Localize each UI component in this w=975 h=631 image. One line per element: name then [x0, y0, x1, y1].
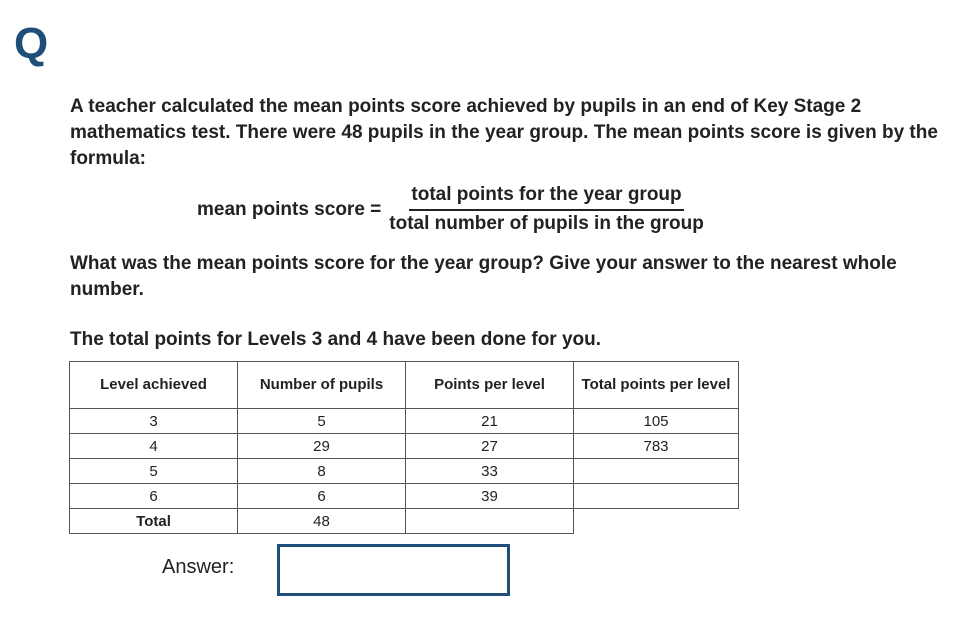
cell-pupils: 5 [238, 409, 406, 434]
header-total-points-per-level: Total points per level [574, 362, 739, 409]
cell-level: 5 [70, 459, 238, 484]
header-number-of-pupils: Number of pupils [238, 362, 406, 409]
cell-total: 105 [574, 409, 739, 434]
note-text: The total points for Levels 3 and 4 have been done for you. [70, 329, 602, 350]
question-marker: Q [14, 19, 49, 68]
header-level-achieved: Level achieved [70, 362, 238, 409]
points-table [69, 361, 739, 534]
cell-points: 21 [406, 409, 574, 434]
cell-points: 33 [406, 459, 574, 484]
cell-empty [574, 509, 739, 534]
question-text: What was the mean points score for the year group? Give your answer to the nearest whole number. [70, 253, 897, 300]
table-row [70, 484, 739, 509]
cell-total-blank[interactable] [574, 459, 739, 484]
answer-box[interactable] [277, 544, 510, 596]
cell-points: 39 [406, 484, 574, 509]
table-row [70, 434, 739, 459]
header-points-per-level: Points per level [406, 362, 574, 409]
cell-level: 3 [70, 409, 238, 434]
cell-total: 783 [574, 434, 739, 459]
formula-fraction [389, 184, 704, 235]
table-row [70, 409, 739, 434]
formula-numerator: total points for the year group [409, 184, 683, 211]
table-header-row [70, 362, 739, 409]
formula-denominator: total number of pupils in the group [389, 213, 704, 234]
table-total-row [70, 509, 739, 534]
cell-total-pupils: 48 [238, 509, 406, 534]
formula-lhs: mean points score = [197, 198, 382, 220]
table-row [70, 459, 739, 484]
cell-level: 4 [70, 434, 238, 459]
cell-pupils: 6 [238, 484, 406, 509]
cell-total-label: Total [70, 509, 238, 534]
intro-text: A teacher calculated the mean points score achieved by pupils in an end of Key Stage 2 mathematics test. There were 48 pupils in the year group. The mean points score is given by the formula: [70, 96, 938, 169]
cell-points: 27 [406, 434, 574, 459]
cell-pupils: 8 [238, 459, 406, 484]
cell-level: 6 [70, 484, 238, 509]
cell-total-blank[interactable] [574, 484, 739, 509]
cell-pupils: 29 [238, 434, 406, 459]
cell-total-points-blank[interactable] [406, 509, 574, 534]
formula [197, 184, 704, 235]
answer-label: Answer: [162, 556, 235, 578]
